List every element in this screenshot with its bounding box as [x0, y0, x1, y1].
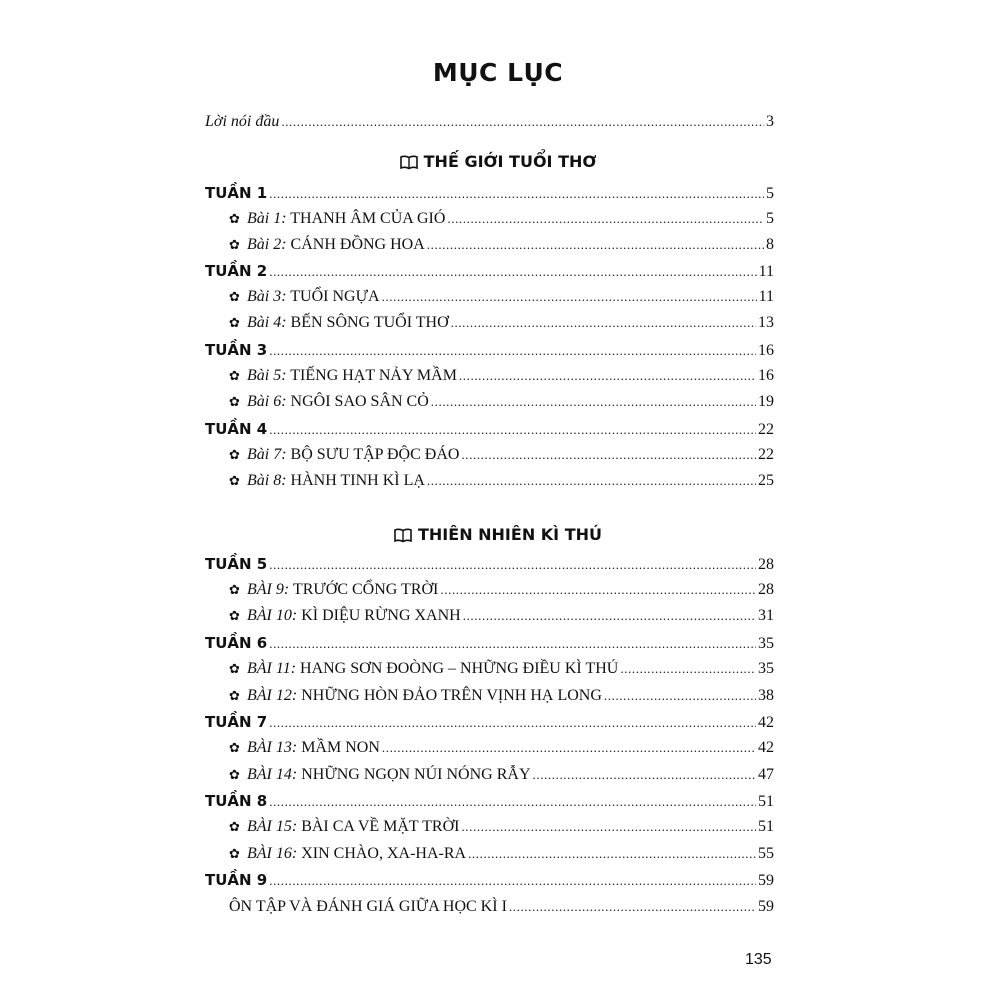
- open-book-icon: [400, 155, 418, 170]
- toc-row-lesson[interactable]: [229, 442, 774, 468]
- flower-bullet-icon: ✿: [229, 583, 240, 598]
- page-ref: 51: [758, 793, 774, 810]
- dot-leader: [382, 735, 756, 761]
- dot-leader: [269, 789, 756, 815]
- page-ref: 19: [758, 393, 774, 410]
- lesson-prefix: Bài 3:: [247, 288, 287, 305]
- lesson-title: HÀNH TINH KÌ LẠ: [290, 472, 425, 489]
- dot-leader: [427, 232, 764, 258]
- dot-leader: [620, 656, 756, 682]
- lesson-title: NHỮNG HÒN ĐẢO TRÊN VỊNH HẠ LONG: [301, 687, 602, 704]
- flower-bullet-icon: ✿: [229, 316, 240, 331]
- page-number: 135: [745, 951, 772, 968]
- flower-bullet-icon: ✿: [229, 741, 240, 756]
- dot-leader: [459, 363, 756, 389]
- toc-row-week[interactable]: [205, 630, 774, 656]
- dot-leader: [281, 109, 764, 135]
- toc-row-lesson[interactable]: [229, 683, 774, 709]
- section-heading-2: [0, 525, 996, 544]
- dot-leader: [451, 310, 756, 336]
- lesson-title: BÀI CA VỀ MẶT TRỜI: [301, 818, 460, 835]
- toc-row-lesson[interactable]: [229, 814, 774, 840]
- dot-leader: [269, 181, 764, 207]
- flower-bullet-icon: ✿: [229, 369, 240, 384]
- toc-row-lesson[interactable]: [229, 603, 774, 629]
- page-ref: 42: [758, 714, 774, 731]
- toc-row-lesson[interactable]: [229, 284, 774, 310]
- week-label: TUẦN 4: [205, 420, 268, 438]
- page-ref: 22: [758, 421, 774, 438]
- week-label: TUẦN 3: [205, 341, 268, 359]
- page-ref: 16: [758, 367, 774, 384]
- flower-bullet-icon: ✿: [229, 238, 240, 253]
- lesson-title: BẾN SÔNG TUỔI THƠ: [290, 314, 449, 331]
- toc-row-lesson[interactable]: [229, 577, 774, 603]
- lesson-title: HANG SƠN ĐOÒNG – NHỮNG ĐIỀU KÌ THÚ: [300, 660, 619, 677]
- week-label: TUẦN 6: [205, 634, 268, 652]
- toc-row-week[interactable]: [205, 180, 774, 206]
- lesson-prefix: BÀI 9:: [247, 581, 290, 598]
- dot-leader: [269, 417, 756, 443]
- toc-row-week[interactable]: [205, 416, 774, 442]
- lesson-title: KÌ DIỆU RỪNG XANH: [301, 607, 461, 624]
- dot-leader: [533, 762, 757, 788]
- flower-bullet-icon: ✿: [229, 395, 240, 410]
- toc-row-preface[interactable]: [205, 109, 774, 135]
- dot-leader: [269, 338, 756, 364]
- lesson-prefix: Bài 1:: [247, 210, 287, 227]
- lesson-prefix: Bài 4:: [247, 314, 287, 331]
- toc-row-week[interactable]: [205, 551, 774, 577]
- open-book-icon: [394, 528, 412, 543]
- dot-leader: [269, 710, 756, 736]
- toc-row-lesson[interactable]: [229, 389, 774, 415]
- dot-leader: [447, 206, 764, 232]
- lesson-prefix: Bài 8:: [247, 472, 287, 489]
- lesson-title: THANH ÂM CỦA GIÓ: [290, 210, 446, 227]
- dot-leader: [431, 389, 756, 415]
- lesson-prefix: Bài 7:: [247, 446, 287, 463]
- lesson-title: TIẾNG HẠT NẢY MẦM: [290, 367, 457, 384]
- lesson-prefix: BÀI 10:: [247, 607, 298, 624]
- page-ref: 47: [758, 766, 774, 783]
- lesson-prefix: Bài 6:: [247, 393, 287, 410]
- page-ref: 51: [758, 818, 774, 835]
- page-ref: 55: [758, 845, 774, 862]
- lesson-prefix: Bài 5:: [247, 367, 287, 384]
- dot-leader: [427, 468, 756, 494]
- page-ref: 31: [758, 607, 774, 624]
- page-ref: 13: [758, 314, 774, 331]
- toc-row-lesson[interactable]: [229, 841, 774, 867]
- dot-leader: [468, 841, 756, 867]
- flower-bullet-icon: ✿: [229, 212, 240, 227]
- dot-leader: [461, 814, 756, 840]
- dot-leader: [269, 259, 756, 285]
- page-ref: 16: [758, 342, 774, 359]
- week-label: TUẦN 1: [205, 184, 268, 202]
- dot-leader: [509, 894, 756, 920]
- review-title: ÔN TẬP VÀ ĐÁNH GIÁ GIỮA HỌC KÌ I: [229, 898, 507, 915]
- page-ref: 5: [766, 210, 774, 227]
- week-label: TUẦN 8: [205, 792, 268, 810]
- toc-row-review[interactable]: [229, 894, 774, 920]
- week-label: TUẦN 7: [205, 713, 268, 731]
- lesson-title: XIN CHÀO, XA-HA-RA: [301, 845, 467, 862]
- dot-leader: [461, 442, 756, 468]
- page-ref: 35: [758, 635, 774, 652]
- page-ref: 28: [758, 581, 774, 598]
- lesson-prefix: BÀI 16:: [247, 845, 298, 862]
- week-label: TUẦN 2: [205, 262, 268, 280]
- page-ref: 38: [758, 687, 774, 704]
- toc-row-week[interactable]: [205, 788, 774, 814]
- toc-row-week[interactable]: [205, 258, 774, 284]
- flower-bullet-icon: ✿: [229, 768, 240, 783]
- flower-bullet-icon: ✿: [229, 820, 240, 835]
- page-ref: 35: [758, 660, 774, 677]
- lesson-prefix: BÀI 14:: [247, 766, 298, 783]
- dot-leader: [604, 683, 756, 709]
- dot-leader: [440, 577, 756, 603]
- page-ref: 11: [758, 263, 774, 280]
- page-ref: 5: [766, 185, 774, 202]
- lesson-title: NHỮNG NGỌN NÚI NÓNG RẪY: [301, 766, 531, 783]
- page-ref: 25: [758, 472, 774, 489]
- flower-bullet-icon: ✿: [229, 448, 240, 463]
- lesson-prefix: Bài 2:: [247, 236, 287, 253]
- page-ref: 22: [758, 446, 774, 463]
- lesson-prefix: BÀI 13:: [247, 739, 298, 756]
- week-label: TUẦN 5: [205, 555, 268, 573]
- toc-row-lesson[interactable]: [229, 735, 774, 761]
- section-heading-1: [0, 152, 996, 171]
- toc-row-lesson[interactable]: [229, 310, 774, 336]
- lesson-prefix: BÀI 11:: [247, 660, 297, 677]
- lesson-prefix: BÀI 12:: [247, 687, 298, 704]
- page-title: MỤC LỤC: [432, 58, 564, 87]
- toc-row-lesson[interactable]: [229, 468, 774, 494]
- toc-row-lesson[interactable]: [229, 232, 774, 258]
- flower-bullet-icon: ✿: [229, 847, 240, 862]
- toc-row-lesson[interactable]: [229, 762, 774, 788]
- toc-row-lesson[interactable]: [229, 656, 774, 682]
- page-ref: 11: [758, 288, 774, 305]
- section-heading-text: THẾ GIỚI TUỔI THƠ: [423, 152, 597, 171]
- section-heading-text: THIÊN NHIÊN KÌ THÚ: [418, 525, 602, 544]
- page-ref: 3: [766, 113, 774, 130]
- dot-leader: [269, 868, 756, 894]
- toc-row-lesson[interactable]: [229, 363, 774, 389]
- page-ref: 28: [758, 556, 774, 573]
- week-label: TUẦN 9: [205, 871, 268, 889]
- preface-label: Lời nói đầu: [205, 113, 280, 130]
- lesson-title: TRƯỚC CỔNG TRỜI: [292, 581, 439, 598]
- page-ref: 59: [758, 898, 774, 915]
- lesson-title: BỘ SƯU TẬP ĐỘC ĐÁO: [290, 446, 460, 463]
- dot-leader: [269, 552, 756, 578]
- lesson-title: NGÔI SAO SÂN CỎ: [290, 393, 429, 410]
- flower-bullet-icon: ✿: [229, 689, 240, 704]
- toc-row-lesson[interactable]: [229, 206, 774, 232]
- flower-bullet-icon: ✿: [229, 609, 240, 624]
- page-ref: 59: [758, 872, 774, 889]
- toc-row-week[interactable]: [205, 709, 774, 735]
- page-ref: 8: [766, 236, 774, 253]
- lesson-title: CÁNH ĐỒNG HOA: [290, 236, 425, 253]
- toc-row-week[interactable]: [205, 867, 774, 893]
- flower-bullet-icon: ✿: [229, 290, 240, 305]
- lesson-title: MẦM NON: [301, 739, 380, 756]
- dot-leader: [382, 284, 757, 310]
- toc-row-week[interactable]: [205, 337, 774, 363]
- dot-leader: [463, 603, 756, 629]
- lesson-prefix: BÀI 15:: [247, 818, 298, 835]
- dot-leader: [269, 631, 756, 657]
- page-ref: 42: [758, 739, 774, 756]
- flower-bullet-icon: ✿: [229, 474, 240, 489]
- flower-bullet-icon: ✿: [229, 662, 240, 677]
- lesson-title: TUỔI NGỰA: [290, 288, 380, 305]
